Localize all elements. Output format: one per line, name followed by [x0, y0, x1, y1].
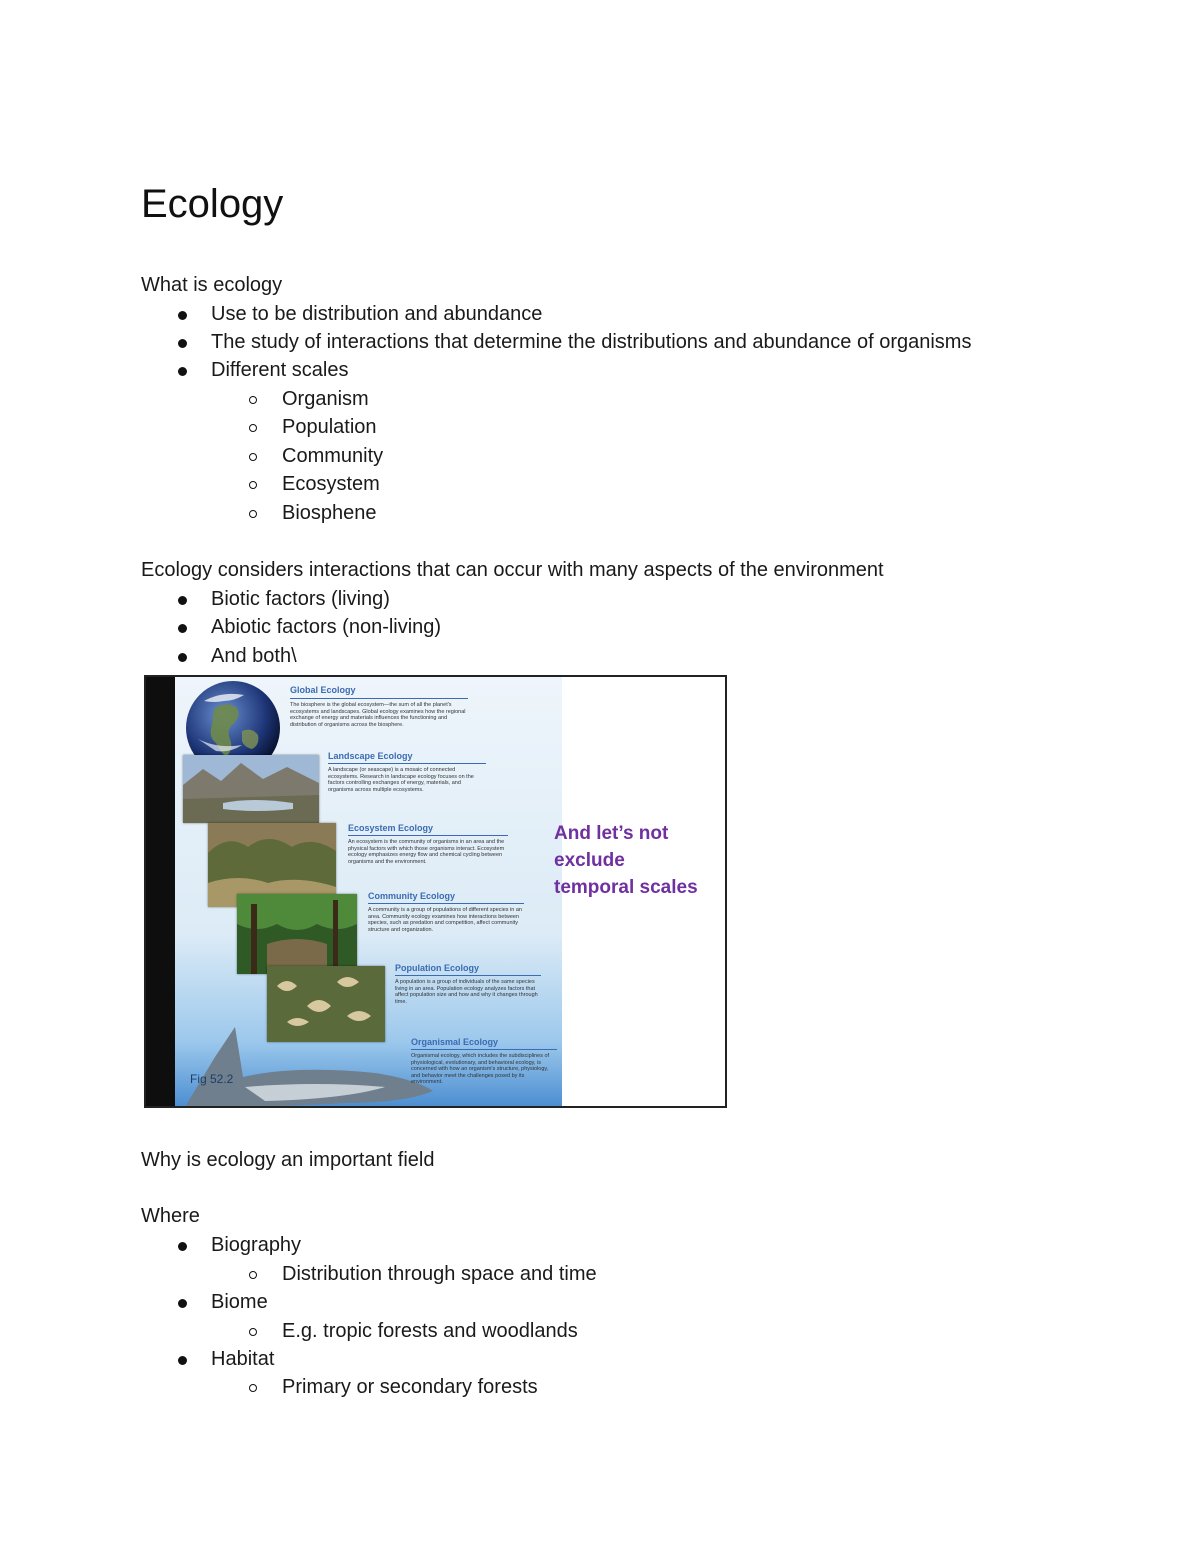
sub-bullet-icon — [249, 481, 257, 489]
figure-section-title: Population Ecology — [395, 963, 480, 973]
list-item: And both\ — [211, 645, 297, 667]
bullet-icon — [178, 311, 187, 320]
list-item: Habitat — [211, 1348, 275, 1370]
list-item: Different scales — [211, 359, 349, 381]
bullet-icon — [178, 624, 187, 633]
figure-section-title: Community Ecology — [368, 891, 456, 901]
figure-label: Fig 52.2 — [190, 1072, 234, 1086]
sub-list-item: Primary or secondary forests — [282, 1376, 538, 1398]
section-rule — [348, 835, 508, 836]
callout-line: temporal scales — [554, 877, 698, 898]
section-rule — [395, 975, 541, 976]
figure-callout — [554, 820, 698, 901]
list-item: Biotic factors (living) — [211, 588, 390, 610]
figure-section-title: Ecosystem Ecology — [348, 823, 434, 833]
bullet-icon — [178, 1242, 187, 1251]
sub-bullet-icon — [249, 1271, 257, 1279]
figure-section-text: Organismal ecology, which includes the subdisciplines of physiological, evolutionary, and behavioral ecology, is concerned with how an organism's structure, physiology, and behavior meet the challenges posed by its environment. — [411, 1053, 550, 1085]
section-rule — [411, 1049, 557, 1050]
list-item: Abiotic factors (non-living) — [211, 616, 442, 638]
figure-section-text: A landscape (or seascape) is a mosaic of connected ecosystems. Research in landscape ecology focuses on the factors controlling exchanges of energy, materials, and organisms across multiple ecosystems. — [328, 767, 474, 793]
sub-list-item: Distribution through space and time — [282, 1263, 597, 1285]
figure-left-bar — [146, 677, 175, 1106]
figure-section-text: A population is a group of individuals of the same species living in an area. Population ecology analyzes factors that affect population size and how and why it changes through time. — [395, 979, 538, 1005]
bullet-icon — [178, 1356, 187, 1365]
list-item: Biome — [211, 1291, 268, 1313]
sub-list-item: Population — [282, 416, 377, 438]
sub-list-item: Ecosystem — [282, 473, 380, 495]
figure-section-text: An ecosystem is the community of organisms in an area and the physical factors with which those organisms interact. Ecosystem ecology emphasizes energy flow and chemical cycling between organisms and the environment. — [348, 839, 505, 865]
sub-list-item: Biosphene — [282, 502, 377, 524]
section-rule — [290, 698, 468, 699]
shark-photo — [175, 1007, 435, 1108]
bullet-icon — [178, 339, 187, 348]
section-heading-where: Where — [141, 1205, 200, 1227]
section-heading-interactions: Ecology considers interactions that can occur with many aspects of the environment — [141, 559, 884, 581]
figure-section-text: A community is a group of populations of different species in an area. Community ecology examines how interactions between species, such as predation and competition, affect community structure and organization. — [368, 907, 522, 933]
callout-line: exclude — [554, 850, 625, 871]
list-item: The study of interactions that determine the distributions and abundance of organisms — [211, 331, 972, 353]
sub-bullet-icon — [249, 1328, 257, 1336]
section-rule — [368, 903, 524, 904]
page-title: Ecology — [141, 182, 284, 226]
bullet-icon — [178, 367, 187, 376]
sub-bullet-icon — [249, 510, 257, 518]
sub-list-item: Community — [282, 445, 384, 467]
section-rule — [328, 763, 486, 764]
sub-bullet-icon — [249, 424, 257, 432]
sub-list-item: E.g. tropic forests and woodlands — [282, 1320, 578, 1342]
section-heading-why-important: Why is ecology an important field — [141, 1149, 435, 1171]
figure-section-title: Landscape Ecology — [328, 751, 413, 761]
ecology-levels-figure — [144, 675, 727, 1108]
sub-bullet-icon — [249, 396, 257, 404]
figure-section-title: Global Ecology — [290, 685, 356, 695]
sub-list-item: Organism — [282, 388, 369, 410]
bullet-icon — [178, 1299, 187, 1308]
figure-section-title: Organismal Ecology — [411, 1037, 499, 1047]
bullet-icon — [178, 653, 187, 662]
landscape-photo — [183, 755, 319, 823]
callout-line: And let’s not — [554, 823, 669, 844]
list-item: Biography — [211, 1234, 302, 1256]
figure-section-text: The biosphere is the global ecosystem—the sum of all the planet's ecosystems and landscapes. Global ecology examines how the regional exchange of energy and materials influences the functioning and distribution of organisms across the biosphere. — [290, 702, 466, 728]
sub-bullet-icon — [249, 453, 257, 461]
sub-bullet-icon — [249, 1384, 257, 1392]
list-item: Use to be distribution and abundance — [211, 303, 543, 325]
section-heading-what-is-ecology: What is ecology — [141, 274, 283, 296]
bullet-icon — [178, 596, 187, 605]
community-photo — [237, 894, 357, 974]
